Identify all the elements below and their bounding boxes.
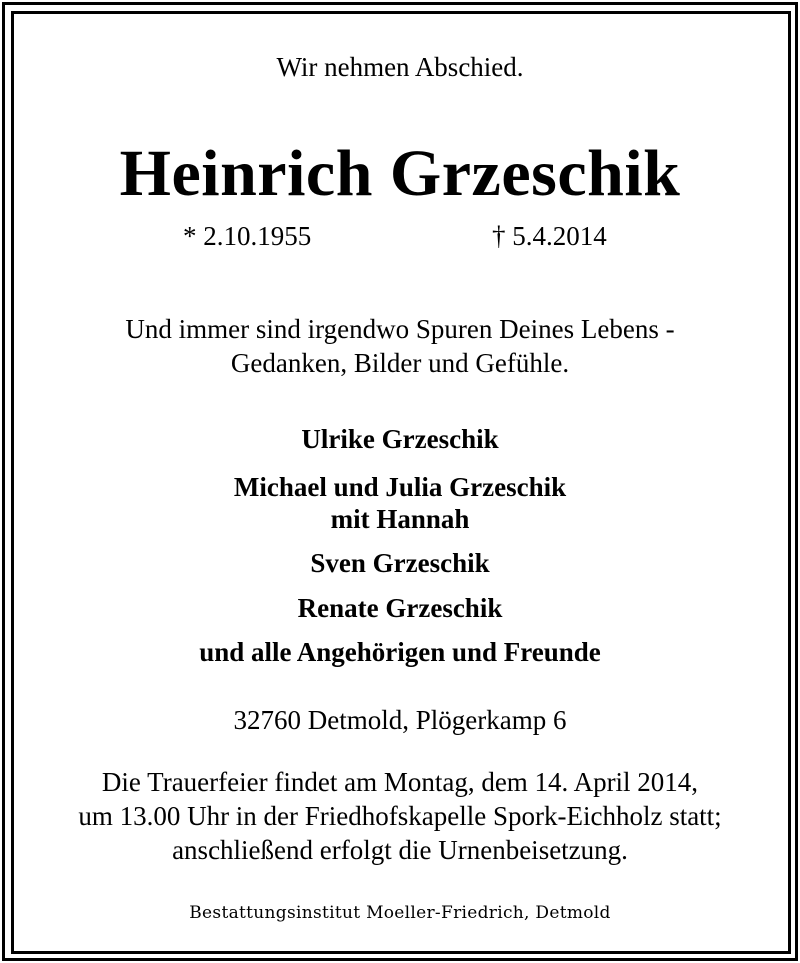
quote-line: Und immer sind irgendwo Spuren Deines Lebens -	[125, 314, 675, 344]
quote-line: Gedanken, Bilder und Gefühle.	[230, 348, 570, 378]
mourner-name: mit Hannah	[330, 504, 470, 534]
family-address: 32760 Detmold, Plögerkamp 6	[233, 705, 567, 735]
deceased-name: Heinrich Grzeschik	[119, 137, 681, 210]
mourner-name: Sven Grzeschik	[310, 548, 490, 578]
service-line: Die Trauerfeier findet am Montag, dem 14. April 2014,	[101, 767, 699, 797]
undertaker-name: Bestattungsinstitut Moeller-Friedrich, Detmold	[189, 903, 611, 923]
service-line: um 13.00 Uhr in der Friedhofskapelle Spork-Eichholz statt;	[78, 801, 722, 831]
announcement-heading: Wir nehmen Abschied.	[276, 52, 524, 82]
birth-date: * 2.10.1955	[183, 221, 312, 251]
mourner-name: Michael und Julia Grzeschik	[233, 472, 567, 502]
mourner-name: Renate Grzeschik	[297, 593, 503, 623]
mourner-name: Ulrike Grzeschik	[301, 424, 499, 454]
mourner-name: und alle Angehörigen und Freunde	[199, 637, 601, 667]
funeral-service-info	[0, 765, 800, 867]
memorial-quote	[0, 312, 800, 380]
death-date: † 5.4.2014	[492, 221, 607, 251]
service-line: anschließend erfolgt die Urnenbeisetzung.	[172, 835, 628, 865]
